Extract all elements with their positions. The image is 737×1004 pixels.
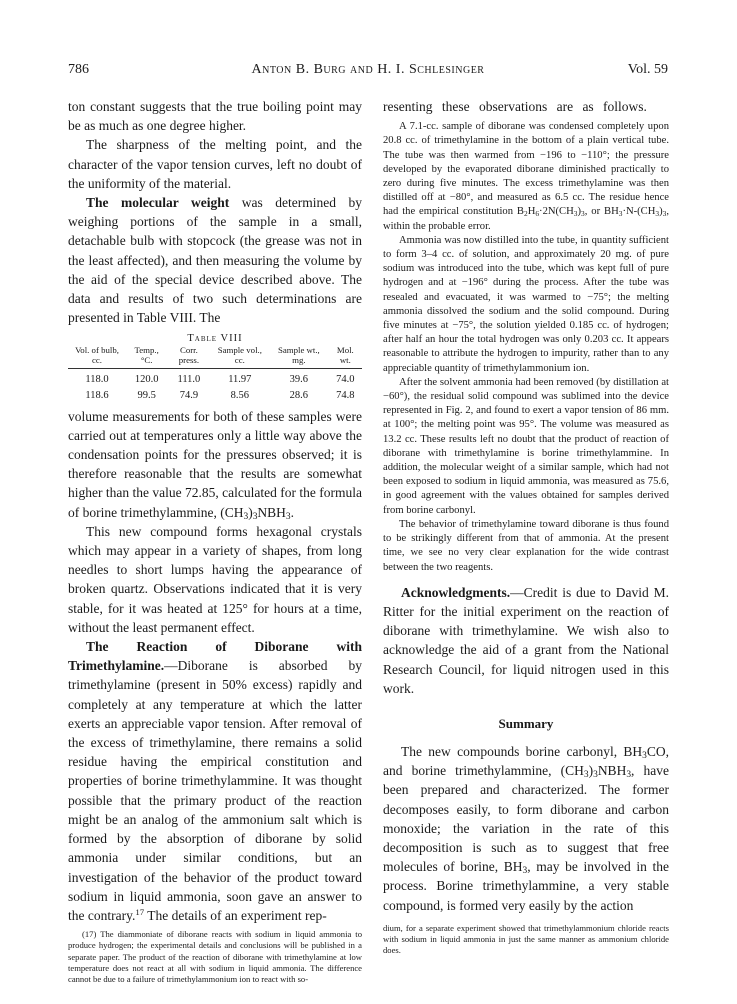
table-cell: 39.6 (289, 373, 309, 385)
subscript: 3 (655, 209, 660, 219)
table-row (68, 387, 362, 403)
paragraph (68, 407, 362, 522)
table-cell: 120.0 (134, 373, 159, 385)
running-header (68, 62, 668, 80)
paragraph: After the solvent ammonia had been removed (by distillation at −60°), the residual solid compound was sublimed into the device represented in Fig. 2, and found to exert a vapor tension of 86 mm. at 100°; the melting point was 95°. The volume was measured as 13.2 cc. These results left no doubt that the product of reaction of diborane with trimethylamine is borine trimethylammine. In addition, the molecular weight of a similar sample, which had not been exposed to sodium in liquid ammonia, was measured as 75.6, in good agreement with the values obtained for samples derived from borine carbonyl. (383, 376, 669, 516)
column-header: Temp., °C. (126, 346, 167, 368)
page-number: 786 (68, 62, 89, 77)
text-run: ·N-(CH (622, 206, 656, 218)
text-run: ) (248, 504, 253, 520)
column-header: Sample vol., cc. (211, 346, 270, 368)
table-title: Table VIII (187, 333, 243, 345)
subscript: 3 (581, 209, 585, 219)
subscript: 3 (662, 209, 667, 219)
text-run: H (527, 206, 536, 218)
table-row (68, 368, 362, 387)
column-header: Corr. press. (167, 346, 210, 368)
text-run: ) (588, 763, 594, 779)
text-run: , have been prepared and characterized. The former decomposes easily, to form diborane and carbon monoxide; the variation in the rate of this decomposition is such as to suggest that free molecules of borine, BH (383, 763, 669, 875)
text-run: , or BH (584, 206, 619, 218)
subscript: 3 (573, 209, 578, 219)
section-heading: Acknowledgments. (401, 584, 511, 600)
subscript: 6 (535, 209, 540, 219)
subscript: 3 (243, 511, 249, 522)
column-header: Vol. of bulb, cc. (68, 346, 126, 368)
paragraph: The behavior of trimethylamine toward diborane is thus found to be strikingly different from that of ammonia. At the present time, we see no very clear explanation for the wide contrast between the two reagents. (383, 518, 669, 573)
table-cell: 28.6 (289, 389, 309, 401)
text-run: NBH (597, 763, 627, 779)
subscript: 3 (593, 770, 598, 781)
right-column (383, 97, 669, 957)
paragraph (68, 637, 362, 925)
paragraph: ton constant suggests that the true boiling point may be as much as one degree higher. (68, 99, 362, 134)
text-run: The new compounds borine carbonyl, BH (401, 743, 643, 759)
table-cell: 11.97 (228, 373, 252, 385)
table-cell: 99.5 (137, 389, 156, 401)
subscript: 3 (522, 866, 528, 877)
subscript: 3 (252, 511, 258, 522)
text-run: volume measurements for both of these samples were carried out at temperatures only a little way above the condensation points for the pressures observed; it is therefore reasonable that the results are somewhat higher than the value 72.85, calculated for the formula of borine trimethylammine, (CH (68, 408, 362, 520)
text-run: ) (659, 206, 663, 218)
subscript: 3 (583, 770, 589, 781)
subscript: 2 (523, 209, 528, 219)
text-run: , within the probable error. (383, 206, 669, 232)
table-cell: 118.0 (85, 373, 109, 385)
section-heading: The Reaction of Diborane with Trimethylamine. (68, 639, 362, 674)
subscript: 3 (626, 770, 632, 781)
paragraph: The sharpness of the melting point, and the character of the vapor tension curves, left no doubt of the uniformity of the material. (68, 137, 362, 191)
paragraph (68, 193, 362, 327)
table-header-row (68, 346, 362, 368)
text-run: A 7.1-cc. sample of diborane was condensed completely upon 20.8 cc. of trimethylamine in the bottom of a plain vertical tube. The tube was then warmed from −196 to −110°; the pressure developed by the evaporated diborane diminished practically to zero during five minutes. The excess trimethylamine was then distilled off at −80°, and measured as 6.5 cc. The residue hence had the empirical constitution B (383, 121, 669, 218)
footnote-ref: 17 (135, 906, 145, 917)
text-run: CO, and borine trimethylammine, (CH (383, 743, 669, 779)
column-header: Sample wt., mg. (269, 346, 329, 368)
footnote-continued: dium, for a separate experiment showed that trimethylammonium chloride reacts with sodium in liquid ammonia in just the same manner as ammonium chloride does. (383, 922, 669, 956)
text-run: ·2N(CH (539, 206, 574, 218)
table-cell: 74.9 (179, 389, 199, 401)
text-run: was determined by weighing portions of the sample in a small, detachable bulb with stopcock (the grease was not in the least affected), and then measuring the volume by the aid of the special device described above. The data and results of two such determinations are presented in Table VIII. The (68, 195, 362, 326)
text-run: , may be involved in the process. Borine trimethylammine, a very stable compound, is formed very easily by the action (383, 859, 669, 913)
run-in-heading: The molecular weight (86, 195, 230, 211)
text-run: The details of an experiment rep- (144, 907, 327, 923)
left-column (68, 97, 362, 986)
text-run: ) (577, 206, 582, 218)
subscript: 3 (642, 750, 647, 761)
summary-heading: Summary (498, 715, 554, 731)
text-run: NBH (257, 504, 286, 520)
table-cell: 74.0 (336, 373, 355, 385)
paragraph (383, 583, 669, 698)
table-cell: 74.8 (336, 389, 355, 401)
subscript: 3 (618, 209, 623, 219)
column-header: Mol. wt. (329, 346, 362, 368)
volume-label: Vol. 59 (627, 62, 668, 77)
paragraph (383, 120, 669, 234)
text-run: —Diborane is absorbed by trimethylamine (present in 50% excess) rapidly and completely at any temperature at which the latter exerts an appreciable vapor tension. After removal of the excess of trimethylamine, there remains a solid residue having the empirical constitution and properties of borine trimethylammine. It was thought possible that the primary product of the reaction might be an analog of the ammonium salt which is formed by the absorption of diborane by solid ammonia under similar conditions, but an investigation of the behavior of the product toward sodium in liquid ammonia, soon gave an answer to the contrary. (68, 658, 362, 923)
text-run: . (290, 504, 295, 520)
running-authors: Anton B. Burg and H. I. Schlesinger (251, 62, 485, 77)
data-table (68, 346, 362, 402)
paragraph: resenting these observations are as follows. (383, 99, 647, 114)
table-cell: 118.6 (85, 389, 109, 401)
footnote: (17) The diammoniate of diborane reacts with sodium in liquid ammonia to produce hydrogen; the experimental details and conclusions will be published in a separate paper. The product of the reaction of diborane with trimethylamine at low temperature does not react at all with sodium in liquid ammonia. The difference cannot be due to a failure of trimethylammonium ion to react with so- (68, 929, 362, 985)
paragraph: This new compound forms hexagonal crystals which may appear in a variety of shapes, from long needles to short lumps having the appearance of broken quartz. Observations indicated that it is very stable, for it was heated at 125° for hours at a time, without the least permanent effect. (68, 523, 362, 635)
paragraph: Ammonia was now distilled into the tube, in quantity sufficient to form 3–4 cc. of solution, and approximately 20 mg. of pure sodium was introduced into the tube, which was kept full of pure hydrogen and at −196° during the process. After the tube was resealed and evacuated, it was warmed to −75°; the melting ammonia dissolved the sodium and the solid compound. During five minutes at −75°, the solution yielded 0.185 cc. of hydrogen; after half an hour the total hydrogen was only 0.203 cc. It appears reasonable to attribute the hydrogen to impurity, rather than to any appreciable quantity of trimethylammonium ion. (383, 234, 669, 374)
paragraph (383, 742, 669, 915)
subscript: 3 (285, 511, 291, 522)
text-run: —Credit is due to David M. Ritter for the initial experiment on the reaction of diborane with trimethylamine. We wish also to acknowledge the aid of a grant from the National Research Council, for liquid nitrogen used in this work. (383, 584, 669, 696)
table-cell: 8.56 (230, 389, 249, 401)
table-cell: 111.0 (177, 373, 201, 385)
